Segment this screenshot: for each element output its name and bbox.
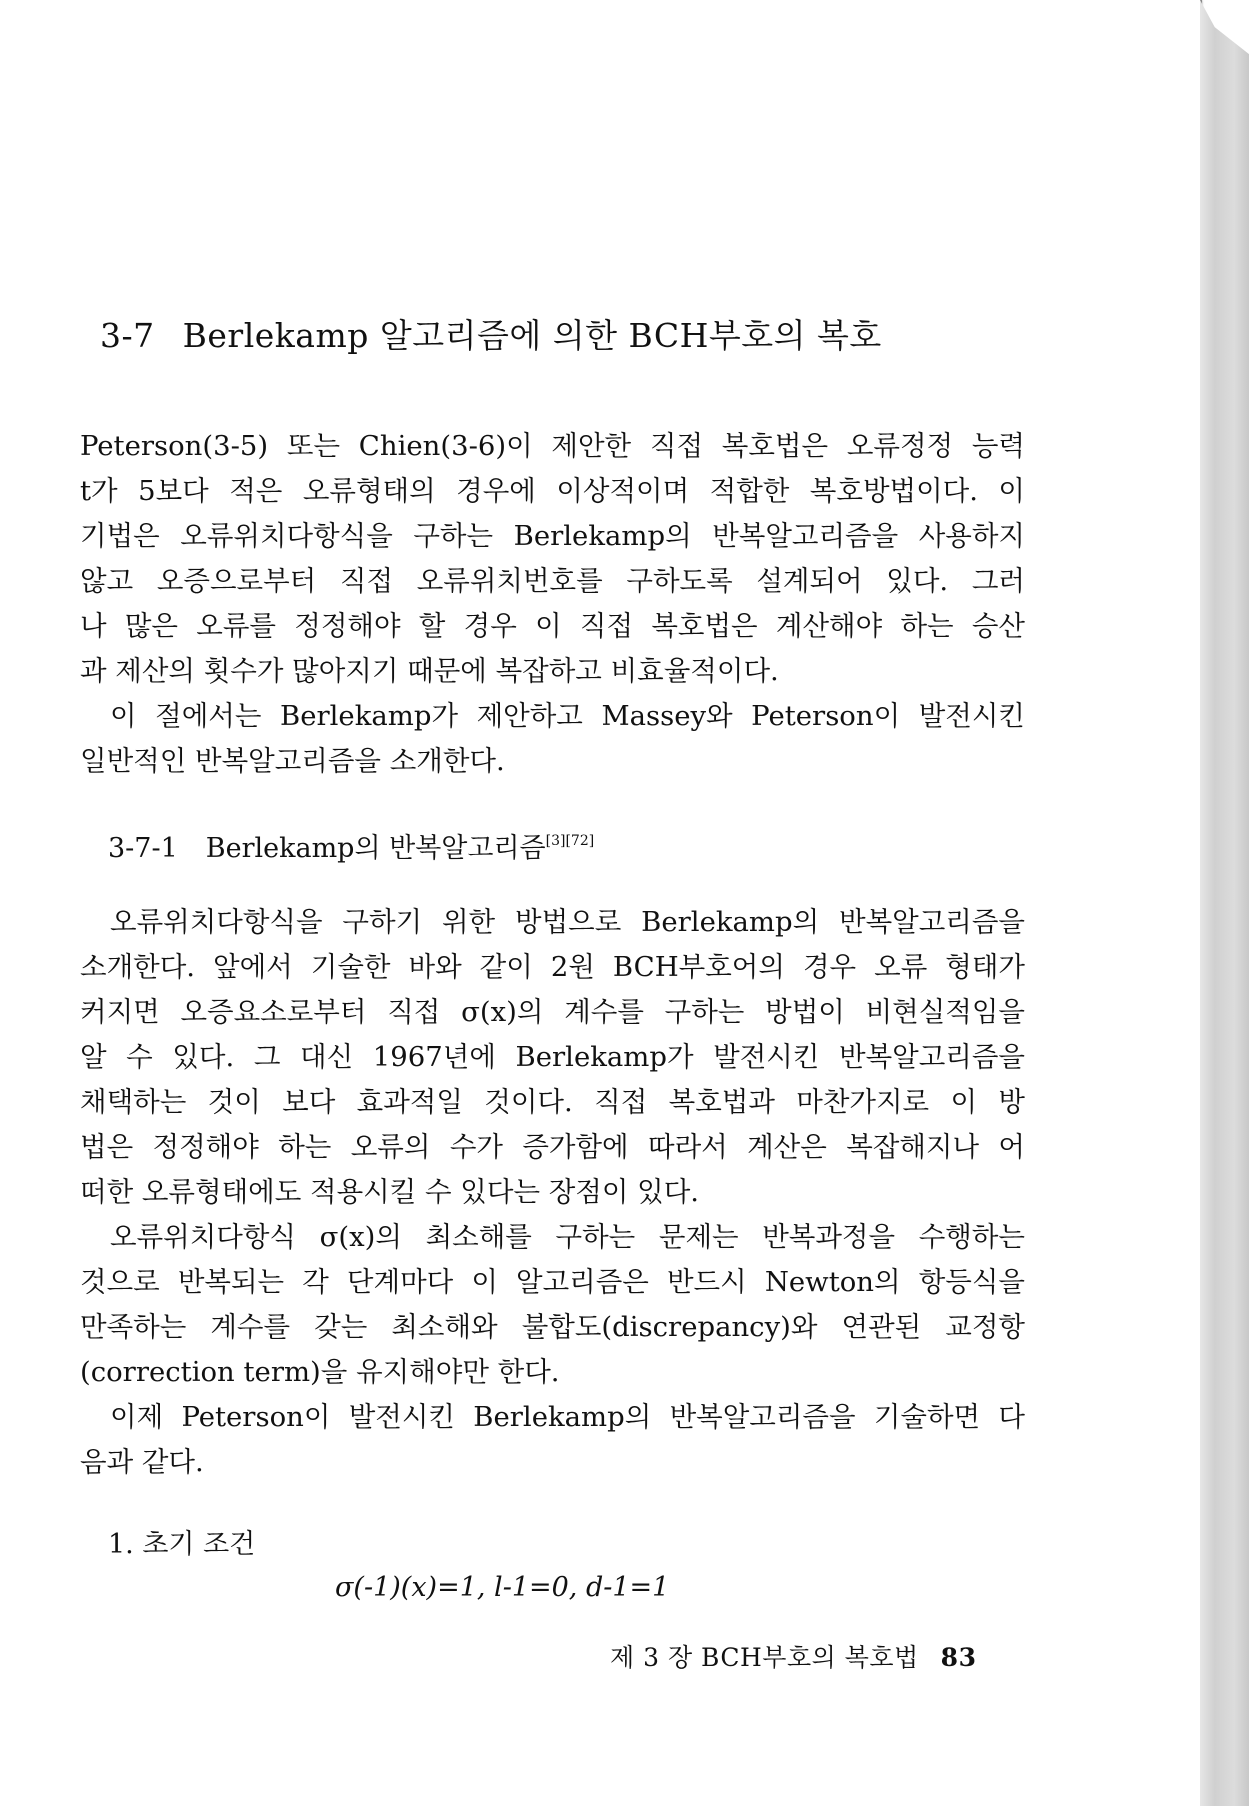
- text-line: 만족하는 계수를 갖는 최소해와 불합도(discrepancy)와 연관된 교정항: [80, 1311, 1025, 1343]
- subsection-number: 3-7-1: [108, 833, 178, 864]
- text-line: 것으로 반복되는 각 단계마다 이 알고리즘은 반드시 Newton의 항등식을: [80, 1266, 1025, 1298]
- text-line: 이제 Peterson이 발전시킨 Berlekamp의 반복알고리즘을 기술하면 다: [110, 1401, 1025, 1433]
- section-heading: [100, 310, 882, 357]
- text-line: 소개한다. 앞에서 기술한 바와 같이 2원 BCH부호어의 경우 오류 형태가: [80, 951, 1025, 983]
- text-line: t가 5보다 적은 오류형태의 경우에 이상적이며 적합한 복호방법이다. 이: [80, 475, 1025, 507]
- page-footer: [610, 1638, 976, 1674]
- text-line: 나 많은 오류를 정정해야 할 경우 이 직접 복호법은 계산해야 하는 승산: [80, 610, 1025, 642]
- text-line: 알 수 있다. 그 대신 1967년에 Berlekamp가 발전시킨 반복알고리즘을: [80, 1041, 1025, 1073]
- subsection-heading: [108, 826, 594, 865]
- paragraph-minimal-solution: [80, 1215, 1025, 1395]
- text-line: 커지면 오증요소로부터 직접 σ(x)의 계수를 구하는 방법이 비현실적임을: [80, 996, 1025, 1028]
- text-line: (correction term)을 유지해야만 한다.: [80, 1356, 560, 1388]
- page-stack-edge: [1200, 0, 1249, 1806]
- text-line: 과 제산의 횟수가 많아지기 때문에 복잡하고 비효율적이다.: [80, 655, 779, 687]
- paragraph-algorithm-description: [80, 1395, 1025, 1485]
- paragraph-algorithm-intro: [80, 900, 1025, 1215]
- text-line: 오류위치다항식을 구하기 위한 방법으로 Berlekamp의 반복알고리즘을: [110, 906, 1025, 938]
- text-line: 기법은 오류위치다항식을 구하는 Berlekamp의 반복알고리즘을 사용하지: [80, 520, 1025, 552]
- subsection-reference: [3][72]: [545, 833, 595, 849]
- text-line: 오류위치다항식 σ(x)의 최소해를 구하는 문제는 반복과정을 수행하는: [110, 1221, 1025, 1253]
- paragraph-intro: [80, 424, 1025, 694]
- text-line: 떠한 오류형태에도 적용시킬 수 있다는 장점이 있다.: [80, 1176, 700, 1208]
- subsection-title-text: Berlekamp의 반복알고리즘: [205, 833, 546, 864]
- text-line: 않고 오증으로부터 직접 오류위치번호를 구하도록 설계되어 있다. 그러: [80, 565, 1025, 597]
- text-line: 일반적인 반복알고리즘을 소개한다.: [80, 745, 505, 777]
- section-title-text: Berlekamp 알고리즘에 의한 BCH부호의 복호: [182, 316, 882, 355]
- initial-conditions-formula: σ(-1)(x)=1, l-1=0, d-1=1: [335, 1572, 670, 1603]
- text-line: Peterson(3-5) 또는 Chien(3-6)이 제안한 직접 복호법은 오류정정 능력: [80, 430, 1025, 462]
- text-line: 이 절에서는 Berlekamp가 제안하고 Massey와 Peterson이 발전시킨: [110, 700, 1025, 732]
- text-line: 음과 같다.: [80, 1446, 204, 1478]
- paragraph-section-scope: [80, 694, 1025, 784]
- page-number: 83: [940, 1643, 977, 1672]
- text-line: 채택하는 것이 보다 효과적일 것이다. 직접 복호법과 마찬가지로 이 방: [80, 1086, 1025, 1118]
- section-number: 3-7: [100, 316, 155, 355]
- text-line: 법은 정정해야 하는 오류의 수가 증가함에 따라서 계산은 복잡해지나 어: [80, 1131, 1025, 1163]
- list-item-initial-conditions: 1. 초기 조건: [108, 1529, 256, 1560]
- running-footer-chapter: 제 3 장 BCH부호의 복호법: [610, 1643, 919, 1672]
